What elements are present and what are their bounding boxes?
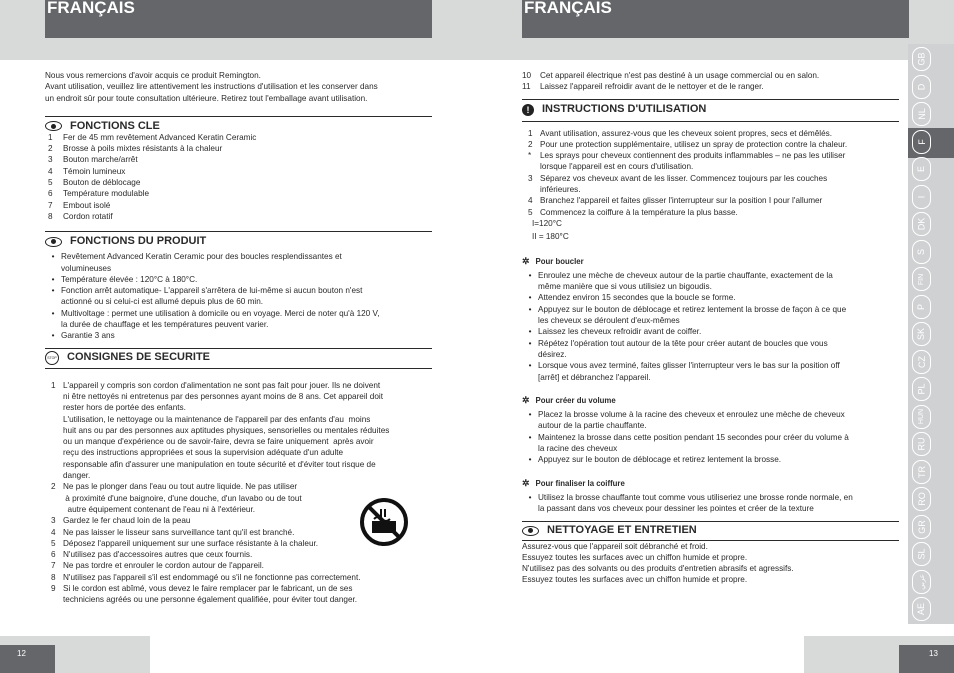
item-line: huit ans ou par des personnes aux aptitudes physiques, sensorielles ou mentales réduites: [63, 425, 390, 435]
item-line: Si le cordon est abîmé, vous devez le faire remplacer par le fabricant, un de ses: [63, 583, 353, 593]
section-title: CONSIGNES DE SECURITE: [67, 351, 211, 364]
item-text: [540, 173, 827, 196]
bullet-text: [538, 360, 840, 383]
item-number: 2: [51, 482, 56, 492]
bullet-line: Lorsque vous avez terminé, faites glisser l'interrupteur vers le bas sur la position off: [538, 361, 840, 371]
bullet-line: Laissez les cheveux refroidir avant de coiffer.: [538, 327, 702, 337]
intro-line: Nous vous remercions d'avoir acquis ce produit Remington.: [45, 71, 261, 80]
fonctions-produit-list: [45, 251, 432, 341]
item-line: Gardez le fer chaud loin de la peau: [63, 516, 191, 526]
temp-setting-2: II = 180°C: [532, 232, 569, 242]
consignes-list: [45, 380, 432, 606]
item-line: Déposez l'appareil uniquement sur une surface résistante à la chaleur.: [63, 538, 319, 548]
section-nettoyage: [522, 521, 899, 540]
language-tab-label: GB: [916, 52, 927, 66]
right-top-band: [477, 0, 954, 60]
item-number: 3: [528, 173, 533, 183]
item-number: 1: [51, 380, 56, 390]
list-item: [522, 81, 899, 92]
language-tab-13[interactable]: [912, 405, 931, 429]
language-tab-label: RU: [916, 437, 927, 451]
language-tab-6[interactable]: [912, 212, 931, 236]
language-tab-8[interactable]: [912, 267, 931, 291]
bullet-line: Appuyez sur le bouton de déblocage et retirez lentement la brosse de façon à ce que: [538, 304, 847, 314]
subsection-title: Pour boucler: [535, 256, 584, 266]
bullet: •: [51, 286, 55, 296]
list-item: [528, 128, 899, 139]
bullet-line: Garantie 3 ans: [61, 331, 115, 341]
list-item: [48, 154, 432, 165]
bullet-text: [61, 274, 197, 285]
right-column: [522, 70, 899, 586]
language-tab-label: RO: [916, 492, 927, 506]
item-number: 8: [48, 211, 53, 221]
bullet-line: Appuyez sur le bouton de déblocage et retirez lentement la brosse.: [538, 455, 782, 465]
item-text: [63, 538, 318, 549]
language-tab-10[interactable]: [912, 322, 931, 346]
bullet-item: [522, 432, 899, 455]
bullet-line: désirez.: [538, 349, 567, 359]
bullet-line: Fonction arrêt automatique- L'appareil s'arrêtera de lui-même si aucun bouton n'est: [61, 286, 363, 296]
eye-icon: [45, 237, 62, 247]
bullet-item: [45, 251, 432, 274]
subsection-title: Pour finaliser la coiffure: [535, 478, 625, 488]
temp-setting-1: I=120°C: [532, 218, 562, 228]
item-text: Bouton de déblocage: [63, 178, 141, 188]
bullet-text: [61, 285, 362, 308]
section-title: FONCTIONS CLE: [70, 119, 160, 132]
section-consignes: [45, 348, 432, 368]
item-number: *: [528, 151, 532, 161]
subsection-title: Pour créer du volume: [535, 395, 616, 405]
item-number: 1: [48, 132, 53, 142]
list-item: [528, 150, 899, 173]
bullet-text: [61, 251, 342, 274]
temperature-settings: [522, 218, 899, 243]
item-line: lorsque l'appareil est en cours d'utilisation.: [540, 162, 694, 172]
item-line: Les sprays pour cheveux contiennent des produits inflammables – ne pas les utiliser: [540, 151, 846, 161]
bullet-line: Utilisez la brosse chauffante tout comme vous utiliseriez une brosse ronde normale, en: [538, 492, 853, 502]
bullet-item: [522, 292, 899, 303]
bullet-line: la passant dans vos cheveux pour dessiner les pointes et créer de la texture: [538, 504, 814, 514]
bullet-item: [45, 308, 432, 331]
language-tab-label: NL: [916, 108, 927, 120]
boucler-list: [522, 270, 899, 383]
bullet: •: [528, 361, 532, 371]
section-instructions: [522, 99, 899, 121]
item-line: à proximité d'une baignoire, d'une douche, d'un lavabo ou de tout: [63, 493, 302, 503]
volume-list: [522, 409, 899, 465]
item-number: 3: [51, 516, 56, 526]
item-text: Brosse à poils mixtes résistants à la chaleur: [63, 144, 223, 154]
bullet: •: [51, 308, 55, 318]
item-line: N'utilisez pas l'appareil s'il est endommagé ou s'il ne fonctionne pas correctement.: [63, 572, 361, 582]
item-text: [540, 150, 845, 173]
bullet-line: la racine des cheveux: [538, 444, 618, 454]
bullet-text: [538, 409, 845, 432]
item-number: 6: [48, 189, 53, 199]
item-number: 7: [51, 561, 56, 571]
item-line: ni être nettoyés ni entretenus par des personnes ayant moins de 8 ans. Cet appareil doit: [63, 391, 383, 401]
language-tab-label: GR: [916, 519, 927, 534]
left-page-header: FRANÇAIS: [45, 0, 432, 38]
eye-icon: [45, 121, 62, 131]
item-line: Ne pas tordre et enrouler le cordon autour de l'appareil.: [63, 561, 264, 571]
list-item: [51, 560, 432, 571]
language-tab-12[interactable]: [912, 377, 931, 401]
instructions-list: [522, 128, 899, 218]
bullet-line: Maintenez la brosse dans cette position pendant 15 secondes pour créer du volume à: [538, 432, 849, 442]
bullet: •: [528, 327, 532, 337]
item-text: Témoin lumineux: [63, 166, 126, 176]
item-text: Laissez l'appareil refroidir avant de le nettoyer et de le ranger.: [540, 82, 764, 92]
bullet-item: [522, 326, 899, 337]
item-line: L'appareil y compris son cordon d'alimentation ne sont pas fait pour jouer. Ils ne doivent: [63, 380, 381, 390]
section-title: NETTOYAGE ET ENTRETIEN: [547, 523, 697, 536]
item-number: 4: [51, 527, 56, 537]
cleaning-line: N'utilisez pas des solvants ou des produits d'entretien abrasifs et agressifs.: [522, 564, 794, 574]
bullet-item: [45, 330, 432, 341]
language-tab-label: AE: [916, 602, 927, 616]
bullet: •: [51, 252, 55, 262]
item-line: inférieures.: [540, 185, 581, 195]
cleaning-line: Assurez-vous que l'appareil soit débranché et froid.: [522, 541, 708, 551]
item-number: 1: [528, 128, 533, 138]
list-item: [528, 195, 899, 206]
language-tab-label: FIN: [918, 273, 925, 285]
bullet-line: Répétez l'opération tout autour de la tête pour créer autant de boucles que vous: [538, 338, 828, 348]
bullet-item: [522, 409, 899, 432]
language-tab-1[interactable]: [912, 75, 931, 99]
item-line: Ne pas le plonger dans l'eau ou tout autre liquide. Ne pas utiliser: [63, 482, 298, 492]
bullet-item: [522, 338, 899, 361]
language-tab-11[interactable]: [912, 350, 931, 374]
bullet-text: [538, 304, 846, 327]
item-number: 10: [522, 71, 532, 80]
stop-icon: STOP: [45, 351, 59, 365]
item-line: techniciens agréés ou une personne également qualifiée, pour éviter tout danger.: [63, 595, 358, 605]
bullet: •: [528, 410, 532, 420]
item-text: Fer de 45 mm revêtement Advanced Keratin Ceramic: [63, 132, 257, 142]
language-tab-label: CZ: [916, 355, 927, 368]
item-line: danger.: [63, 471, 91, 481]
bullet: •: [528, 455, 532, 465]
subsection-finaliser: [522, 478, 899, 489]
language-tab-18[interactable]: [912, 542, 931, 566]
item-number: 8: [51, 572, 56, 582]
language-tab-17[interactable]: [912, 515, 931, 539]
bullet-line: Placez la brosse volume à la racine des cheveux et enroulez une mèche de cheveux: [538, 410, 845, 420]
bullet-item: [522, 304, 899, 327]
item-line: Commencez la coiffure à la température la plus basse.: [540, 207, 738, 217]
language-tab-14[interactable]: [912, 432, 931, 456]
subsection-volume: [522, 395, 899, 406]
language-tab-20[interactable]: [912, 597, 931, 621]
language-tab-9[interactable]: [912, 295, 931, 319]
bullet-item: [45, 285, 432, 308]
language-tab-label: D: [916, 83, 927, 90]
language-tab-label: DK: [916, 217, 927, 231]
item-number: 5: [51, 538, 56, 548]
bullet: •: [528, 304, 532, 314]
item-number: 9: [51, 583, 56, 593]
item-number: 7: [48, 200, 53, 210]
item-text: [540, 207, 738, 218]
page-number-left: 12: [0, 645, 55, 673]
bullet: •: [51, 274, 55, 284]
list-item: [48, 177, 432, 188]
item-line: rester hors de portée des enfants.: [63, 403, 186, 413]
cleaning-line: Essuyez toutes les surfaces avec un chiffon humide et propre.: [522, 575, 748, 585]
intro-text: [45, 70, 432, 104]
item-text: [63, 515, 190, 526]
item-line: Séparez vos cheveux avant de les lisser. Commencez toujours par les couches: [540, 173, 828, 183]
language-tab-label: SK: [916, 327, 927, 341]
list-item: [522, 70, 899, 81]
language-tab-5[interactable]: [912, 185, 931, 209]
language-tab-4[interactable]: [912, 157, 931, 181]
bullet-text: [538, 292, 736, 303]
language-tab-label: P: [916, 303, 927, 310]
language-tab-label: PL: [916, 383, 927, 395]
bullet-text: [61, 308, 379, 331]
item-line: Avant utilisation, assurez-vous que les cheveux soient propres, secs et démêlés.: [540, 128, 833, 138]
language-tab-15[interactable]: [912, 460, 931, 484]
item-number: 2: [528, 139, 533, 149]
item-text: [540, 128, 832, 139]
no-water-icon: [359, 497, 409, 547]
bullet-item: [522, 270, 899, 293]
list-item: [528, 207, 899, 218]
item-text: [63, 560, 264, 571]
bullet-line: Enroulez une mèche de cheveux autour de la partie chauffante, exactement de la: [538, 270, 833, 280]
bullet-text: [538, 432, 849, 455]
language-tab-19[interactable]: [912, 570, 931, 594]
sun-icon: ✲: [522, 255, 530, 266]
bullet: •: [51, 331, 55, 341]
bullet-text: [538, 270, 833, 293]
language-tab-label: F: [916, 138, 927, 145]
item-line: Ne pas laisser le lisseur sans surveillance tant qu'il est branché.: [63, 527, 295, 537]
list-item: [48, 188, 432, 199]
item-line: L'utilisation, le nettoyage ou la maintenance de l'appareil par des enfants d'au moins: [63, 414, 371, 424]
list-item: [48, 200, 432, 211]
item-number: 2: [48, 144, 53, 154]
list-item: [51, 572, 432, 583]
item-line: N'utilisez pas d'accessoires autres que ceux fournis.: [63, 550, 253, 560]
bullet-text: [61, 330, 115, 341]
list-item: [48, 143, 432, 154]
eye-icon: [522, 526, 539, 536]
bullet-item: [522, 492, 899, 515]
item-text: [63, 549, 252, 560]
bullet-item: [522, 360, 899, 383]
intro-line: Avant utilisation, veuillez lire attentivement les instructions d'utilisation et les conserver dans: [45, 82, 378, 92]
bullet-line: volumineuses: [61, 263, 112, 273]
item-number: 5: [48, 178, 53, 188]
bullet-line: actionné ou si celui-ci est allumé depuis plus de 60 min.: [61, 297, 264, 307]
item-line: Pour une protection supplémentaire, utilisez un spray de protection contre la chaleur.: [540, 139, 848, 149]
bullet: •: [528, 270, 532, 280]
bullet-line: la durée de chauffage et les températures peuvent varier.: [61, 320, 269, 330]
list-item: [48, 166, 432, 177]
language-tab-3[interactable]: [912, 130, 931, 154]
item-line: autre équipement contenant de l'eau ni à l'extérieur.: [63, 504, 256, 514]
fonctions-cle-list: [45, 132, 432, 222]
language-tab-label: S: [916, 248, 927, 255]
item-number: 11: [522, 82, 531, 92]
cleaning-line: Essuyez toutes les surfaces avec un chiffon humide et propre.: [522, 552, 748, 562]
item-text: Cordon rotatif: [63, 211, 113, 221]
item-line: Branchez l'appareil et faites glisser l'interrupteur sur la position I pour l'allumer: [540, 196, 823, 206]
item-text: [63, 572, 361, 583]
sun-icon: ✲: [522, 477, 530, 488]
language-tab-label: I: [916, 195, 927, 198]
bullet-line: Revêtement Advanced Keratin Ceramic pour des boucles resplendissantes et: [61, 252, 342, 262]
bullet-item: [522, 454, 899, 465]
page-number-right: 13: [899, 645, 954, 673]
bullet-line: même manière que si vous utilisiez un bigoudis.: [538, 282, 712, 292]
bullet-line: autour de la partie chauffante.: [538, 421, 647, 431]
finaliser-list: [522, 492, 899, 515]
section-title: INSTRUCTIONS D'UTILISATION: [542, 103, 707, 116]
bullet: •: [528, 492, 532, 502]
section-title: FONCTIONS DU PRODUIT: [70, 235, 207, 248]
item-line: responsable afin d'assurer une manipulation en toute sécurité et d'éviter tout risque de: [63, 459, 376, 469]
language-tab-label: HUN: [917, 408, 925, 425]
item-number: 6: [51, 550, 56, 560]
section-fonctions-produit: [45, 231, 432, 251]
bullet: •: [528, 432, 532, 442]
bullet-line: [arrêt] et débranchez l'appareil.: [538, 372, 651, 382]
language-tabs: [908, 44, 954, 624]
bullet-text: [538, 492, 853, 515]
list-item: [528, 173, 899, 196]
list-item: [528, 139, 899, 150]
item-text: [63, 481, 302, 515]
item-number: 4: [48, 166, 53, 176]
language-tab-2[interactable]: [912, 102, 931, 126]
bullet-text: [538, 338, 828, 361]
language-tab-7[interactable]: [912, 240, 931, 264]
intro-line: un endroit sûr pour toute consultation ultérieure. Retirez tout l'emballage avant utilisation.: [45, 93, 368, 103]
exclamation-icon: !: [522, 104, 534, 116]
item-text: Embout isolé: [63, 200, 111, 210]
right-page-header: FRANÇAIS: [522, 0, 909, 38]
item-number: 4: [528, 196, 533, 206]
bullet: •: [528, 338, 532, 348]
item-text: Température modulable: [63, 189, 150, 199]
item-text: [63, 380, 389, 482]
item-line: ou un manque d'expérience ou de savoir-faire, devra se faire uniquement après avoir: [63, 437, 374, 447]
bullet-line: les cheveux se déroulent d'eux-mêmes: [538, 316, 680, 326]
list-item: [48, 132, 432, 143]
item-text: [540, 195, 822, 206]
bullet-text: [538, 326, 701, 337]
item-text: [63, 527, 294, 538]
bullet-line: Température élevée : 120°C à 180°C.: [61, 274, 198, 284]
language-tab-label: عربي: [918, 573, 926, 590]
bullet-line: Multivoltage : permet une utilisation à domicile ou en voyage. Merci de noter qu'à 120 V,: [61, 308, 380, 318]
list-item: [51, 380, 432, 482]
item-text: [63, 583, 357, 606]
language-tab-label: E: [916, 165, 927, 173]
list-item: [51, 549, 432, 560]
item-number: 5: [528, 207, 533, 217]
item-line: reçu des instructions appropriées et sous la supervision adéquate d'un adulte: [63, 448, 344, 458]
list-item: [51, 583, 432, 606]
item-text: Bouton marche/arrêt: [63, 155, 138, 165]
language-tab-label: TR: [916, 465, 927, 478]
bullet-item: [45, 274, 432, 285]
bullet-text: [538, 454, 781, 465]
language-tab-label: SL: [916, 548, 927, 560]
list-item: [48, 211, 432, 222]
left-top-band: [0, 0, 477, 60]
item-text: Cet appareil électrique n'est pas destiné à un usage commercial ou en salon.: [540, 71, 820, 80]
language-tab-0[interactable]: [912, 47, 931, 71]
nettoyage-text: [522, 541, 899, 586]
sun-icon: ✲: [522, 394, 530, 405]
language-tab-16[interactable]: [912, 487, 931, 511]
bullet-line: Attendez environ 15 secondes que la boucle se forme.: [538, 293, 736, 303]
item-text: [540, 139, 847, 150]
subsection-boucler: [522, 256, 899, 267]
safety-continued-list: [522, 70, 899, 93]
bullet: •: [528, 293, 532, 303]
item-number: 3: [48, 155, 53, 165]
